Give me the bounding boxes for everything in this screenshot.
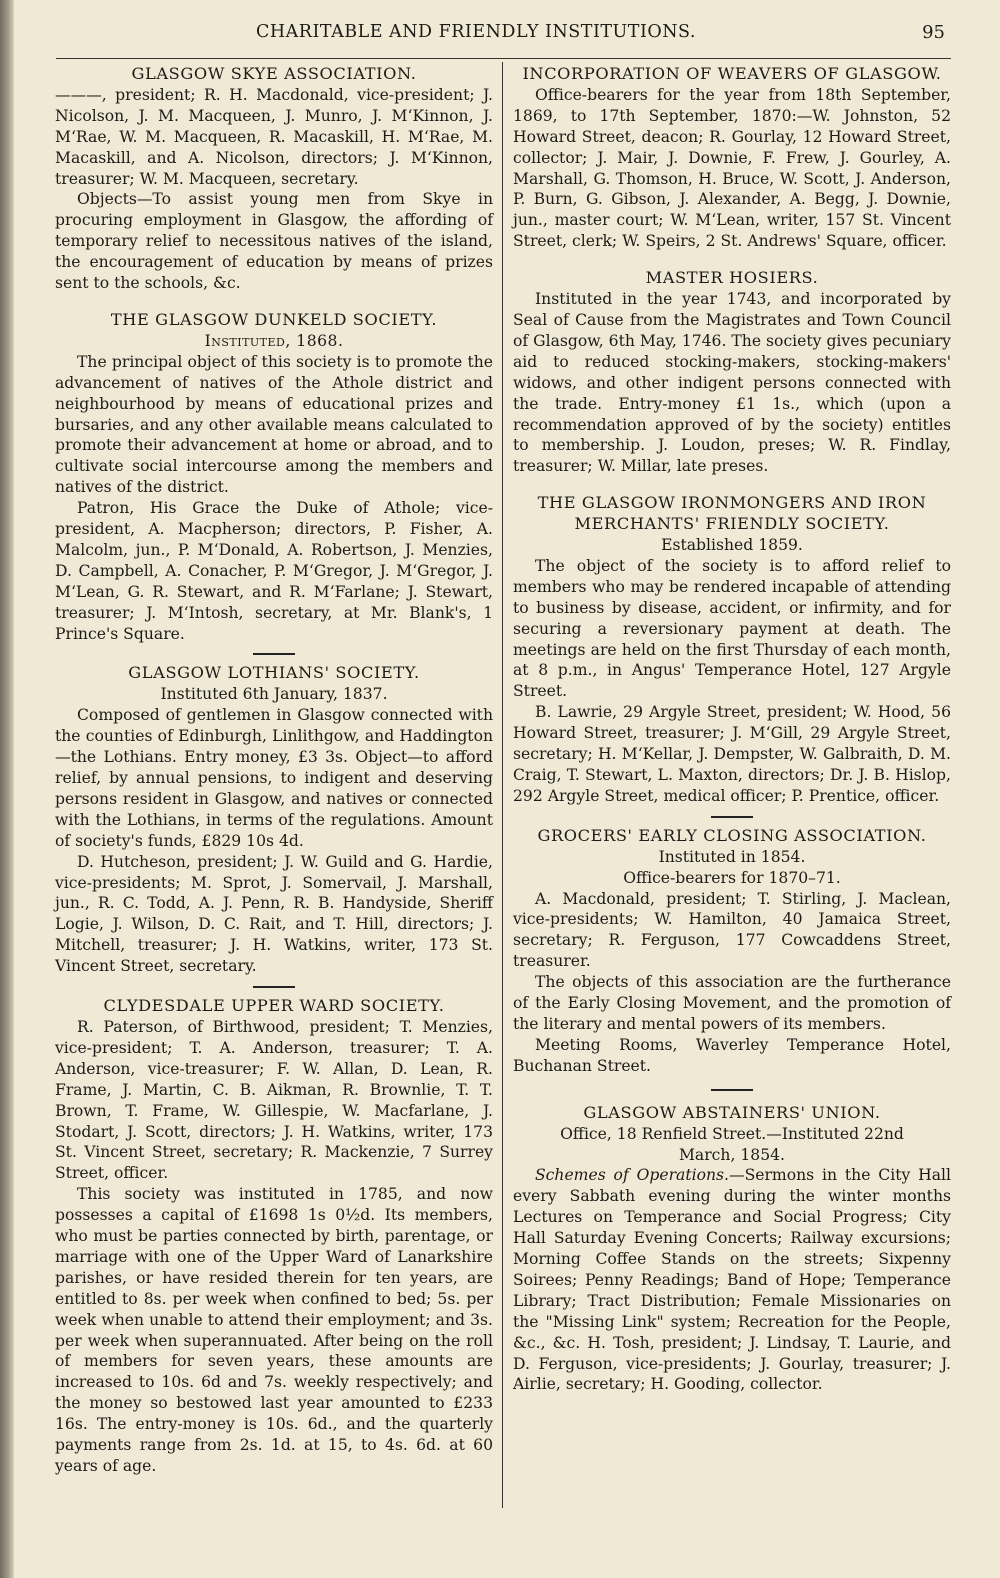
- section-subtitle: Office-bearers for 1870–71.: [623, 868, 841, 887]
- officers-paragraph: ———, president; R. H. Macdonald, vice-president; J. Nicolson, J. M. Macqueen, J. Munro, J. M‘Kinnon, J. M‘Rae, W. M. Macqueen, R. Macaskill, H. M‘Rae, M. Macaskill, and A. Nicolson, directors; J. M‘Kinnon, treasurer; W. M. Macqueen, secretary.: [55, 85, 493, 188]
- section-skye-association: [55, 64, 493, 294]
- section-subtitle: Established 1859.: [661, 536, 803, 555]
- officers-paragraph: Office-bearers for the year from 18th September, 1869, to 17th September, 1870:—W. Johnston, 52 Howard Street, deacon; R. Gourlay, 12 Howard Street, collector; J. Mair, J. Downie, F. Frew, J. Gourley, A. Marshall, G. Thomson, H. Bruce, W. Scott, J. Anderson, P. Burn, G. Gibson, J. Alexander, A. Begg, J. Downie, jun., master court; W. M‘Lean, writer, 157 St. Vincent Street, clerk; W. Speirs, 2 St. Andrews' Square, officer.: [513, 85, 951, 251]
- objects-paragraph: Objects—To assist young men from Skye in procuring employment in Glasgow, the affording of temporary relief to necessitous natives of the island, the encouragement of education by means of prizes sent to the schools, &c.: [55, 190, 493, 293]
- header-rule: [56, 58, 951, 59]
- section-title: INCORPORATION OF WEAVERS OF GLASGOW.: [522, 64, 942, 83]
- page-header: [56, 22, 951, 52]
- section-gap: [513, 477, 951, 493]
- page-number: 95: [922, 22, 945, 43]
- objects-paragraph: The objects of this association are the furtherance of the Early Closing Movement, and the promotion of the literary and mental powers of its members.: [513, 973, 951, 1033]
- section-weavers-incorporation: [513, 64, 951, 252]
- section-clydesdale-society: [55, 996, 493, 1477]
- description-paragraph: This society was instituted in 1785, and now possesses a capital of £1698 1s 0½d. Its members, who must be parties connected by birth, parentage, or marriage with one of the Upper Ward of Lanarkshire parishes, or have resided therein for ten years, are entitled to 8s. per week when confined to bed; 5s. per week when unable to attend their employment; and 3s. per week when superannuated. After being on the roll of members for seven years, these amounts are increased to 10s. 6d and 7s. weekly respectively; and the money so bestowed last year amounted to £233 16s. The entry-money is 10s. 6d., and the quarterly payments range from 2s. 1d. at 15, to 4s. 6d. at 60 years of age.: [55, 1185, 493, 1475]
- schemes-lead: Schemes of Operations.: [535, 1166, 729, 1185]
- section-title: MASTER HOSIERS.: [645, 268, 819, 288]
- officers-paragraph: B. Lawrie, 29 Argyle Street, president; W. Hood, 56 Howard Street, treasurer; J. M‘Gill, 29 Argyle Street, secretary; H. M‘Kellar, J. Dempster, W. Galbraith, D. M. Craig, T. Stewart, L. Maxton, directors; Dr. J. B. Hislop, 292 Argyle Street, medical officer; P. Prentice, officer.: [513, 703, 951, 805]
- officers-paragraph: Patron, His Grace the Duke of Athole; vice-president, A. Macpherson; directors, P. Fisher, A. Malcolm, jun., P. M‘Donald, A. Robertson, J. Menzies, D. Campbell, A. Conacher, P. M‘Gregor, J. M‘Gregor, J. M‘Lean, G. R. Stewart, and R. M‘Farlane; J. Stewart, treasurer; J. M‘Intosh, secretary, at Mr. Blank's, 1 Prince's Square.: [55, 499, 493, 643]
- section-separator: [711, 1089, 753, 1091]
- section-title: GLASGOW LOTHIANS' SOCIETY.: [128, 663, 420, 683]
- description-paragraph: Composed of gentlemen in Glasgow connected with the counties of Edinburgh, Linlithgow, and Haddington—the Lothians. Entry money, £3 3s. Object—to afford relief, by annual pensions, to indigent and deserving persons resident in Glasgow, and natives or connected with the Lothians, in terms of the regulations. Amount of society's funds, £829 10s 4d.: [55, 706, 493, 850]
- officers-paragraph: R. Paterson, of Birthwood, president; T. Menzies, vice-president; T. A. Anderson, treasurer; T. A. Anderson, vice-treasurer; F. W. Allan, D. Lean, R. Frame, J. Martin, C. B. Aikman, R. Brownlie, T. T. Brown, T. Frame, W. Gillespie, W. Macfarlane, J. Stodart, J. Scott, directors; J. H. Watkins, writer, 173 St. Vincent Street, secretary; R. Mackenzie, 7 Surrey Street, officer.: [55, 1017, 493, 1183]
- section-title: THE GLASGOW IRONMONGERS AND IRON MERCHANTS' FRIENDLY SOCIETY.: [537, 493, 927, 534]
- schemes-text: —Sermons in the City Hall every Sabbath evening during the winter months Lectures on Temperance and Social Progress; City Hall Saturday Evening Concerts; Railway excursions; Morning Coffee Stands on the streets; Sixpenny Soirees; Penny Readings; Band of Hope; Temperance Library; Tract Distribution; Female Missionaries on the "Missing Link" system; Recreation for the People, &c., &c. H. Tosh, president; J. Lindsay, T. Laurie, and D. Ferguson, vice-presidents; J. Gourlay, treasurer; J. Airlie, secretary; H. Gooding, collector.: [513, 1166, 951, 1394]
- section-separator: [253, 653, 295, 655]
- officers-paragraph: A. Macdonald, president; T. Stirling, J. Maclean, vice-presidents; W. Hamilton, 40 Jamaica Street, secretary; R. Ferguson, 177 Cowcaddens Street, treasurer.: [513, 889, 951, 971]
- running-title: CHARITABLE AND FRIENDLY INSTITUTIONS.: [256, 22, 696, 42]
- section-subtitle: Office, 18 Renfield Street.—Instituted 22nd March, 1854.: [560, 1124, 904, 1164]
- section-dunkeld-society: [55, 310, 493, 645]
- section-title: GLASGOW ABSTAINERS' UNION.: [583, 1102, 881, 1122]
- section-grocers-early-closing: [513, 826, 951, 1077]
- schemes-paragraph: [513, 1165, 951, 1395]
- section-title: THE GLASGOW DUNKELD SOCIETY.: [110, 309, 438, 329]
- section-title: GROCERS' EARLY CLOSING ASSOCIATION.: [537, 825, 927, 845]
- left-column: [55, 64, 493, 1477]
- meeting-paragraph: Meeting Rooms, Waverley Temperance Hotel, Buchanan Street.: [513, 1035, 951, 1075]
- right-column: [513, 64, 951, 1395]
- object-paragraph: The object of the society is to afford relief to members who may be rendered incapable of attending to business by disease, accident, or infirmity, and for securing a reversionary payment at death. The meetings are held on the first Thursday of each month, at 8 p.m., in Angus' Temperance Hotel, 127 Argyle Street.: [513, 556, 951, 701]
- section-ironmongers-society: [513, 493, 951, 807]
- section-master-hosiers: [513, 268, 951, 477]
- section-abstainers-union: [513, 1103, 951, 1396]
- section-separator: [711, 816, 753, 818]
- page-binding-edge: [0, 0, 14, 1578]
- section-separator: [253, 986, 295, 988]
- section-gap: [513, 252, 951, 268]
- section-gap: [55, 294, 493, 310]
- section-title: CLYDESDALE UPPER WARD SOCIETY.: [103, 996, 445, 1016]
- description-paragraph: Instituted in the year 1743, and incorporated by Seal of Cause from the Magistrates and Town Council of Glasgow, 6th May, 1746. The society gives pecuniary aid to reduced stocking-makers, stocking-makers' widows, and other indigent persons connected with the trade. Entry-money £1 1s., which (upon a recommendation approved of by the society) entitles to membership. J. Loudon, preses; W. R. Findlay, treasurer; W. Millar, late preses.: [513, 290, 951, 476]
- section-subtitle: Instituted in 1854.: [658, 847, 806, 866]
- section-title: GLASGOW SKYE ASSOCIATION.: [131, 64, 417, 83]
- section-subtitle: Instituted, 1868.: [204, 331, 344, 350]
- column-divider: [502, 62, 503, 1508]
- section-lothians-society: [55, 663, 493, 977]
- officers-paragraph: D. Hutcheson, president; J. W. Guild and G. Hardie, vice-presidents; M. Sprot, J. Somervail, J. Marshall, jun., R. C. Todd, A. J. Penn, R. B. Handyside, Sheriff Logie, J. Wilson, D. C. Rait, and T. Hill, directors; J. Mitchell, treasurer; J. H. Watkins, writer, 173 St. Vincent Street, secretary.: [55, 852, 493, 976]
- object-paragraph: The principal object of this society is to promote the advancement of natives of the Athole district and neighbourhood by means of educational prizes and bursaries, and any other available means calculated to promote their advancement at home or abroad, and to cultivate social intercourse among the members and natives of the district.: [55, 352, 493, 497]
- section-subtitle: Instituted 6th January, 1837.: [160, 685, 388, 704]
